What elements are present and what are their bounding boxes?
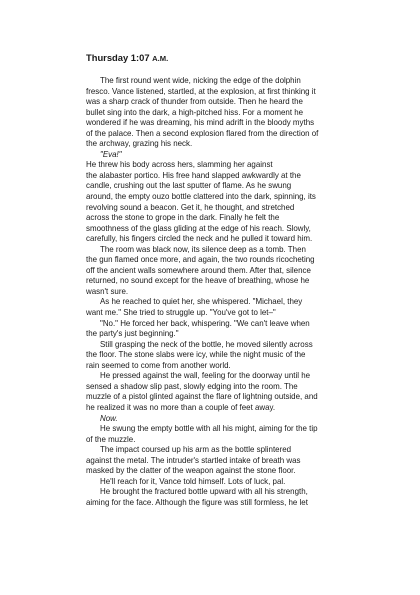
text-line: fresco. Vance listened, startled, at the explosion, at first thinking it (86, 86, 316, 96)
paragraph (86, 319, 362, 340)
text-line: the gun flamed once more, and again, the two rounds ricocheting (86, 255, 315, 265)
text-line: carefully, his fingers circled the neck and he pulled it toward him. (86, 234, 313, 244)
text-line: wondered if he was dreaming, his mind adrift in the bloody myths (86, 118, 315, 128)
text-line: smoothness of the glass gliding at the edge of his reach. Slowly, (86, 223, 311, 233)
text-line: "No." He forced her back, whispering. "We can't leave when (100, 318, 310, 328)
text-line: want me." She tried to struggle up. "You've got to let–" (86, 308, 276, 318)
text-line: He'll reach for it, Vance told himself. Lots of luck, pal. (100, 476, 286, 486)
text-line: Still grasping the neck of the bottle, he moved silently across (100, 339, 313, 349)
book-page (86, 52, 362, 508)
paragraph (86, 477, 362, 488)
paragraph (86, 76, 362, 150)
text-line: aiming for the face. Although the figure was still formless, he let (86, 497, 308, 507)
text-line: rain seemed to come from another world. (86, 360, 231, 370)
paragraph (86, 245, 362, 298)
text-line: of the muzzle. (86, 434, 136, 444)
text-line: As he reached to quiet her, she whispered. "Michael, they (100, 297, 303, 307)
text-line: he realized it was no more than a couple of feet away. (86, 402, 276, 412)
text-line: around, the empty ouzo bottle clattered into the dark, spinning, its (86, 192, 316, 202)
paragraph (86, 371, 362, 413)
text-line: The impact coursed up his arm as the bottle splintered (100, 445, 292, 455)
paragraph (86, 445, 362, 477)
text-line: off the ancient walls somewhere around them. After that, silence (86, 265, 311, 275)
text-line: the party's just beginning." (86, 329, 179, 339)
text-line: He brought the fractured bottle upward with all his strength, (100, 487, 308, 497)
text-line: sensed a shadow slip past, slowly edging into the room. The (86, 381, 298, 391)
chapter-heading (86, 52, 362, 65)
text-line: muzzle of a pistol glinted against the flare of lightning outside, and (86, 392, 318, 402)
text-line: He threw his body across hers, slamming her against (86, 160, 273, 170)
text-line: He pressed against the wall, feeling for the doorway until he (100, 371, 311, 381)
body-text (86, 76, 362, 508)
text-line: the alabaster portico. His free hand slapped awkwardly at the (86, 170, 301, 180)
text-line: the archway, grazing his neck. (86, 139, 193, 149)
text-line: He swung the empty bottle with all his might, aiming for the tip (100, 424, 318, 434)
paragraph (86, 414, 362, 425)
text-line: masked by the clatter of the weapon against the stone floor. (86, 466, 296, 476)
text-line: returned, no sound except for the heave of breathing, whose he (86, 276, 310, 286)
text-line: The room was black now, its silence deep as a tomb. Then (100, 244, 306, 254)
emphasis-eva: "Eva!" (100, 149, 122, 159)
paragraph (86, 297, 362, 318)
heading-day-time: Thursday 1:07 (86, 52, 153, 63)
text-line: was a sharp crack of thunder from outside. Then he heard the (86, 97, 303, 107)
heading-meridiem: A.M. (152, 54, 169, 63)
text-line: wasn't sure. (86, 286, 129, 296)
text-line: revolving sound a beacon. Get it, he thought, and stretched (86, 202, 295, 212)
paragraph (86, 487, 362, 508)
text-line: the floor. The stone slabs were icy, while the night music of the (86, 350, 306, 360)
paragraph (86, 150, 362, 245)
text-line: bullet sing into the dark, a high-pitched hiss. For a moment he (86, 107, 304, 117)
text-line: candle, crushing out the last sputter of flame. As he swung (86, 181, 292, 191)
paragraph (86, 340, 362, 372)
paragraph (86, 424, 362, 445)
text-line: across the stone to grope in the dark. Finally he felt the (86, 213, 280, 223)
text-line: The first round went wide, nicking the edge of the dolphin (100, 76, 301, 85)
emphasis-now: Now. (100, 413, 118, 423)
text-line: of the palace. Then a second explosion flared from the direction of (86, 128, 319, 138)
text-line: against the metal. The intruder's startled intake of breath was (86, 455, 301, 465)
